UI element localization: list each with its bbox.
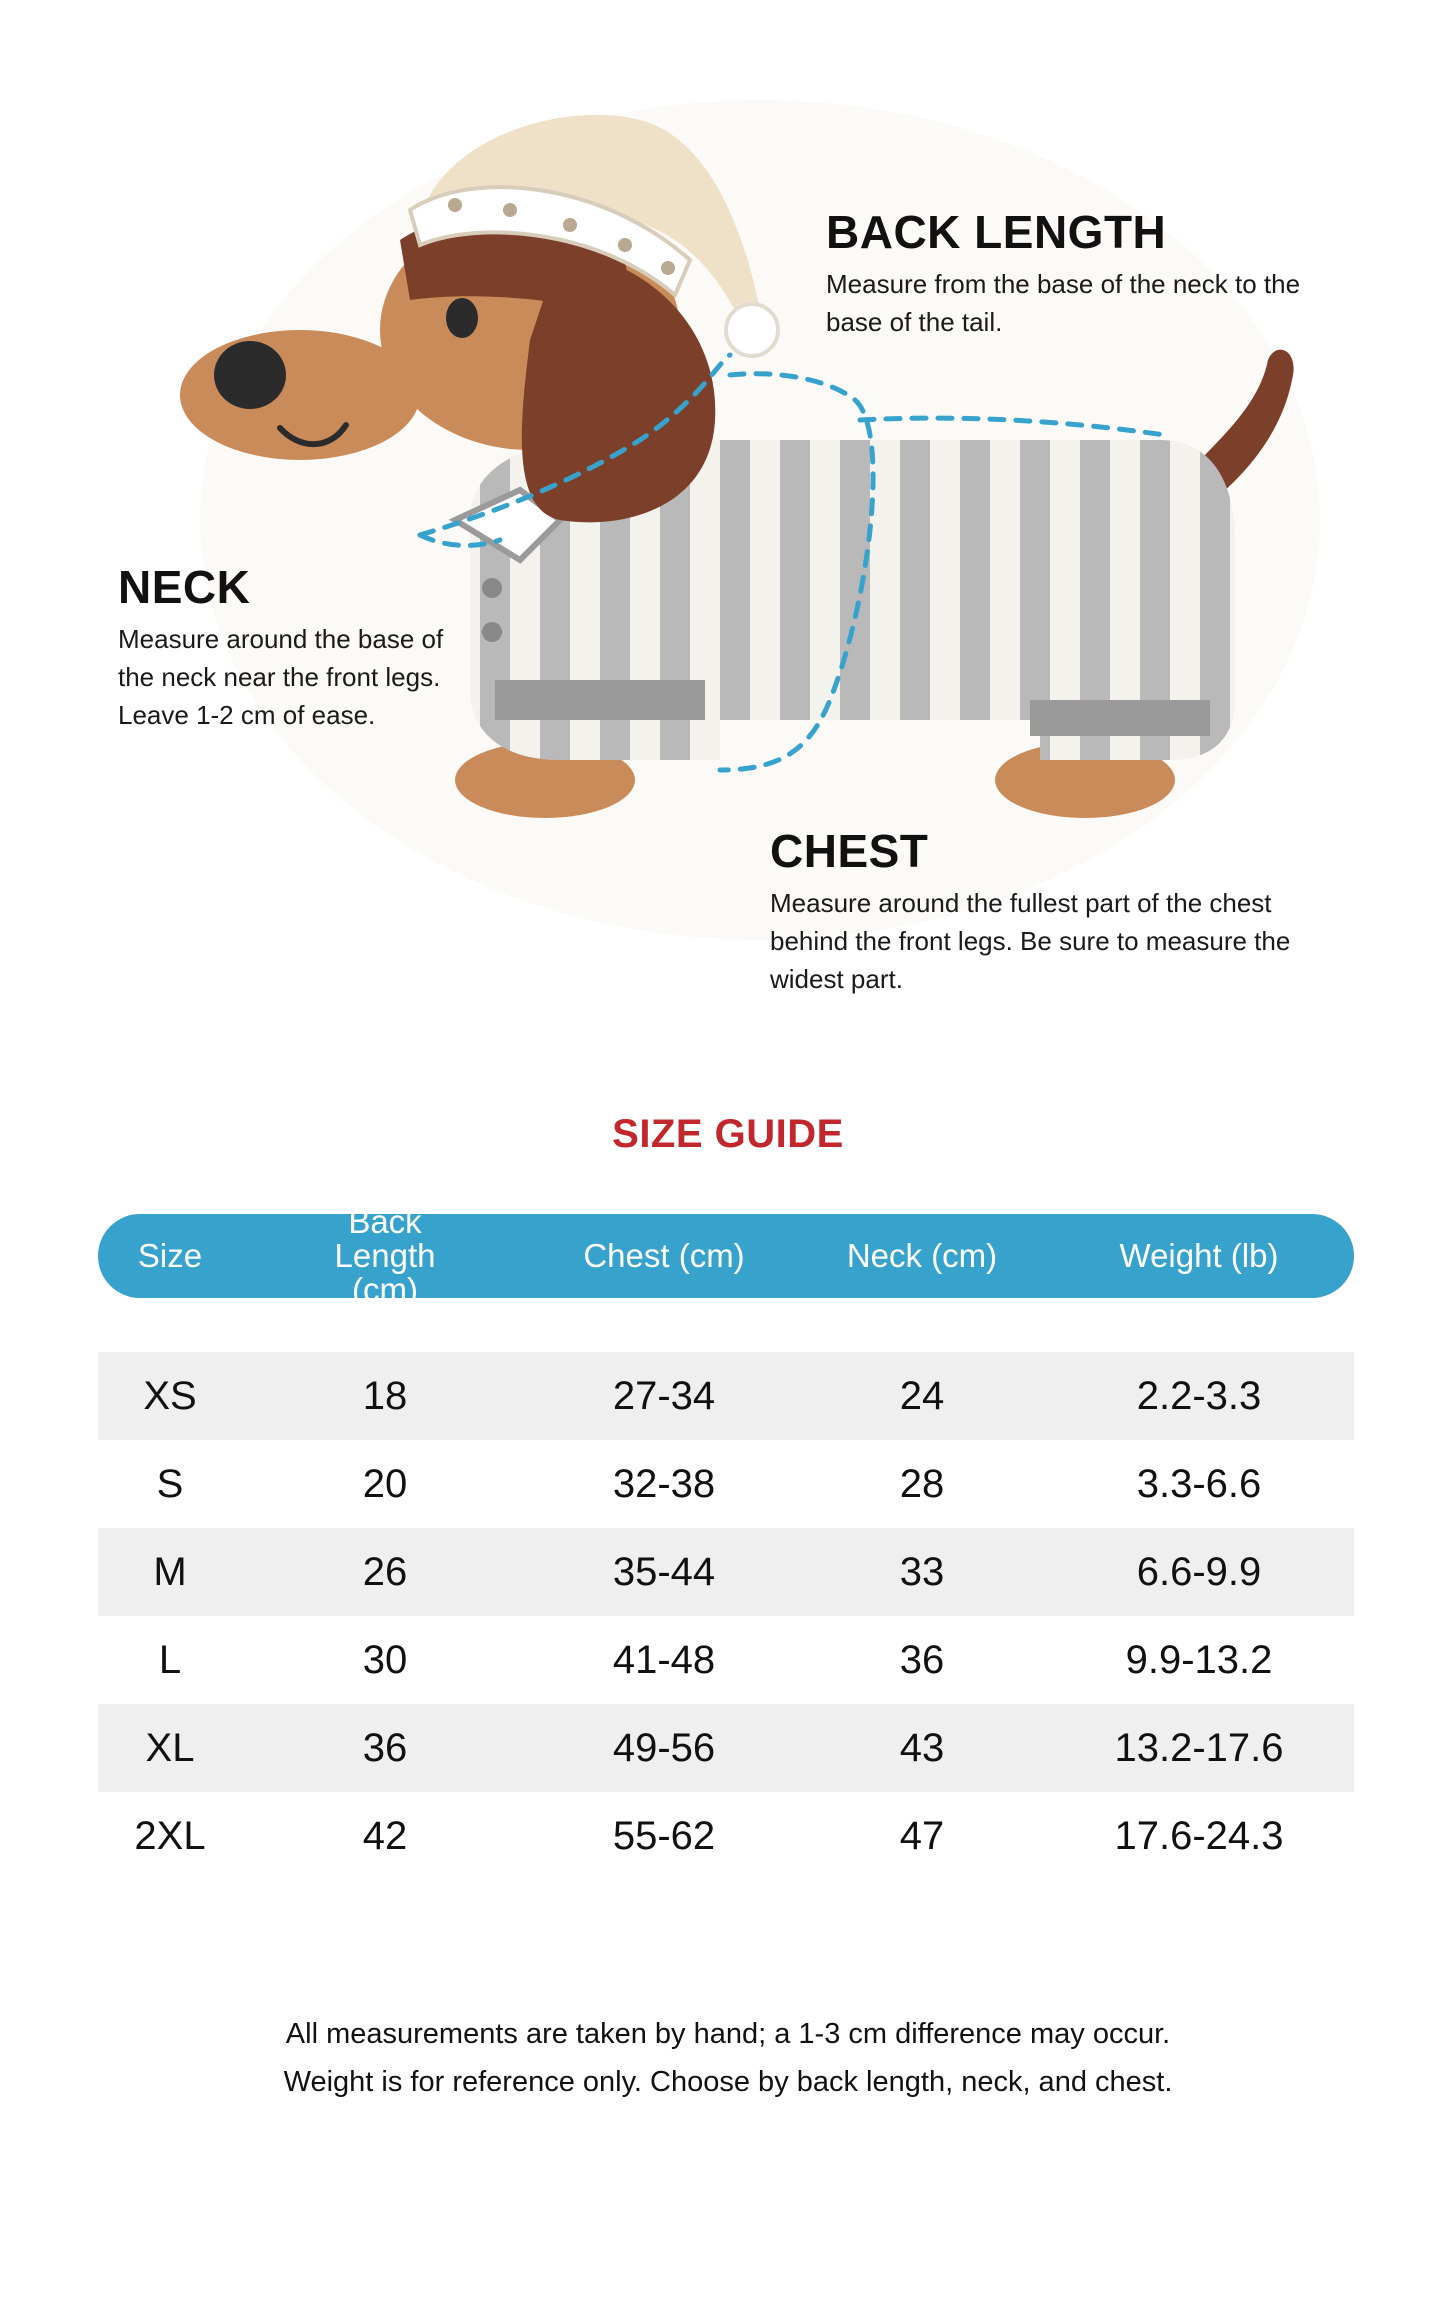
- cell-back-length: 30: [362, 1637, 408, 1682]
- neck-description: Measure around the base of the neck near the front legs. Leave 1-2 cm of ease.: [118, 624, 444, 730]
- cell-weight: 13.2-17.6: [1114, 1725, 1284, 1770]
- cell-size: M: [153, 1549, 187, 1594]
- cap-dot: [503, 203, 517, 217]
- cap-dot: [563, 218, 577, 232]
- cell-neck: 43: [899, 1725, 945, 1770]
- cell-size: XL: [145, 1725, 195, 1770]
- footnotes: [0, 2010, 1456, 2106]
- cell-size: XS: [143, 1373, 197, 1418]
- back-length-description: Measure from the base of the neck to the base of the tail.: [826, 269, 1301, 337]
- chest-title: CHEST: [770, 825, 929, 877]
- cell-neck: 24: [899, 1373, 945, 1418]
- pompom: [726, 304, 778, 356]
- cell-weight: 2.2-3.3: [1136, 1373, 1262, 1418]
- back-length-title: BACK LENGTH: [826, 206, 1167, 258]
- cell-back-length: 26: [362, 1549, 408, 1594]
- table-row: [98, 1352, 1354, 1440]
- cell-back-length: 18: [362, 1373, 408, 1418]
- size-guide-title: SIZE GUIDE: [612, 1112, 844, 1156]
- table-row: [98, 1704, 1354, 1792]
- cell-neck: 33: [899, 1549, 945, 1594]
- chest-description: Measure around the fullest part of the chest behind the front legs. Be sure to measure the widest part.: [770, 888, 1291, 994]
- nose: [214, 341, 286, 409]
- header-back-length: Back Length (cm): [334, 1203, 436, 1308]
- cap-dot: [448, 198, 462, 212]
- cell-chest: 35-44: [612, 1549, 716, 1594]
- cell-chest: 32-38: [612, 1461, 716, 1506]
- cell-weight: 3.3-6.6: [1136, 1461, 1262, 1506]
- cell-chest: 55-62: [612, 1813, 716, 1858]
- header-chest: Chest (cm): [583, 1237, 745, 1274]
- table-row: [98, 1440, 1354, 1528]
- cell-size: L: [158, 1637, 182, 1682]
- eye: [446, 298, 478, 338]
- cell-neck: 28: [899, 1461, 945, 1506]
- cell-chest: 49-56: [612, 1725, 716, 1770]
- cell-neck: 36: [899, 1637, 945, 1682]
- back-cuff: [1030, 700, 1210, 736]
- cell-neck: 47: [899, 1813, 945, 1858]
- cell-weight: 6.6-9.9: [1136, 1549, 1262, 1594]
- cell-size: 2XL: [134, 1813, 206, 1858]
- table-row: [98, 1616, 1354, 1704]
- header-size: Size: [137, 1237, 203, 1274]
- size-table-header: [98, 1203, 1354, 1308]
- back-length-callout: [826, 205, 1326, 341]
- neck-title: NECK: [118, 561, 251, 613]
- footnote-measurement: All measurements are taken by hand; a 1-3 cm difference may occur.: [285, 2018, 1171, 2050]
- chest-callout: [770, 824, 1330, 998]
- neck-callout: [118, 560, 448, 734]
- cell-back-length: 20: [362, 1461, 408, 1506]
- header-weight: Weight (lb): [1119, 1237, 1279, 1274]
- cap-dot: [618, 238, 632, 252]
- table-row: [98, 1528, 1354, 1616]
- cell-back-length: 42: [362, 1813, 408, 1858]
- cell-weight: 9.9-13.2: [1125, 1637, 1273, 1682]
- button: [482, 622, 502, 642]
- footnote-weight: Weight is for reference only. Choose by back length, neck, and chest.: [283, 2066, 1173, 2098]
- button: [482, 578, 502, 598]
- cell-chest: 27-34: [612, 1373, 716, 1418]
- cap-dot: [661, 261, 675, 275]
- cell-chest: 41-48: [612, 1637, 716, 1682]
- table-row: [98, 1792, 1354, 1880]
- cell-weight: 17.6-24.3: [1114, 1813, 1284, 1858]
- cell-size: S: [156, 1461, 184, 1506]
- header-neck: Neck (cm): [846, 1237, 998, 1274]
- front-cuff: [495, 680, 705, 720]
- cell-back-length: 36: [362, 1725, 408, 1770]
